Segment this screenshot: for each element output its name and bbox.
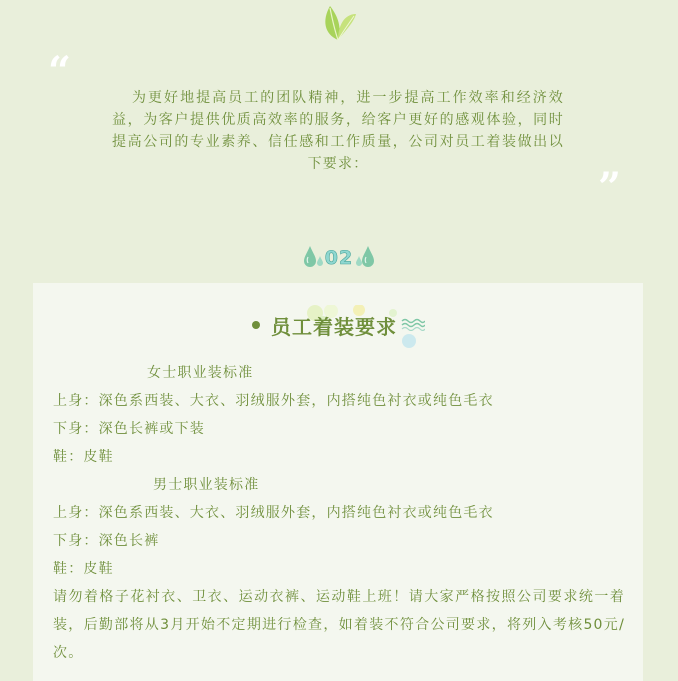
notice-paragraph: 请勿着格子花衬衣、卫衣、运动衣裤、运动鞋上班！请大家严格按照公司要求统一着装，后勤部将从3月开始不定期进行检查，如着装不符合公司要求，将列入考核50元/次。 (53, 589, 625, 661)
section-number: 02 (324, 247, 354, 269)
men-heading: 男士职业装标准 (153, 477, 260, 493)
men-bottom: 下身：深色长裤 (53, 533, 160, 549)
section-title: 员工着装要求 (271, 315, 397, 339)
section-header (33, 305, 643, 365)
women-shoes: 鞋：皮鞋 (53, 449, 114, 465)
women-top: 上身：深色系西装、大衣、羽绒服外套，内搭纯色衬衣或纯色毛衣 (53, 393, 494, 409)
close-quote-mark: ” (598, 164, 622, 211)
title-bullet (252, 321, 260, 329)
women-heading: 女士职业装标准 (147, 365, 254, 381)
men-shoes: 鞋：皮鞋 (53, 561, 114, 577)
wave-icon (401, 317, 425, 331)
section-number-badge (298, 243, 380, 273)
open-quote-mark: “ (48, 48, 72, 95)
leaf-icon (316, 0, 360, 44)
men-top: 上身：深色系西装、大衣、羽绒服外套，内搭纯色衬衣或纯色毛衣 (53, 505, 494, 521)
women-bottom: 下身：深色长裤或下装 (53, 421, 205, 437)
droplet-right-icon (360, 245, 376, 269)
intro-paragraph: 为更好地提高员工的团队精神，进一步提高工作效率和经济效益，为客户提供优质高效率的服务，给客户更好的感观体验，同时提高公司的专业素养、信任感和工作质量，公司对员工着装做出以下要求： (112, 90, 564, 172)
dress-code-card (33, 283, 643, 681)
